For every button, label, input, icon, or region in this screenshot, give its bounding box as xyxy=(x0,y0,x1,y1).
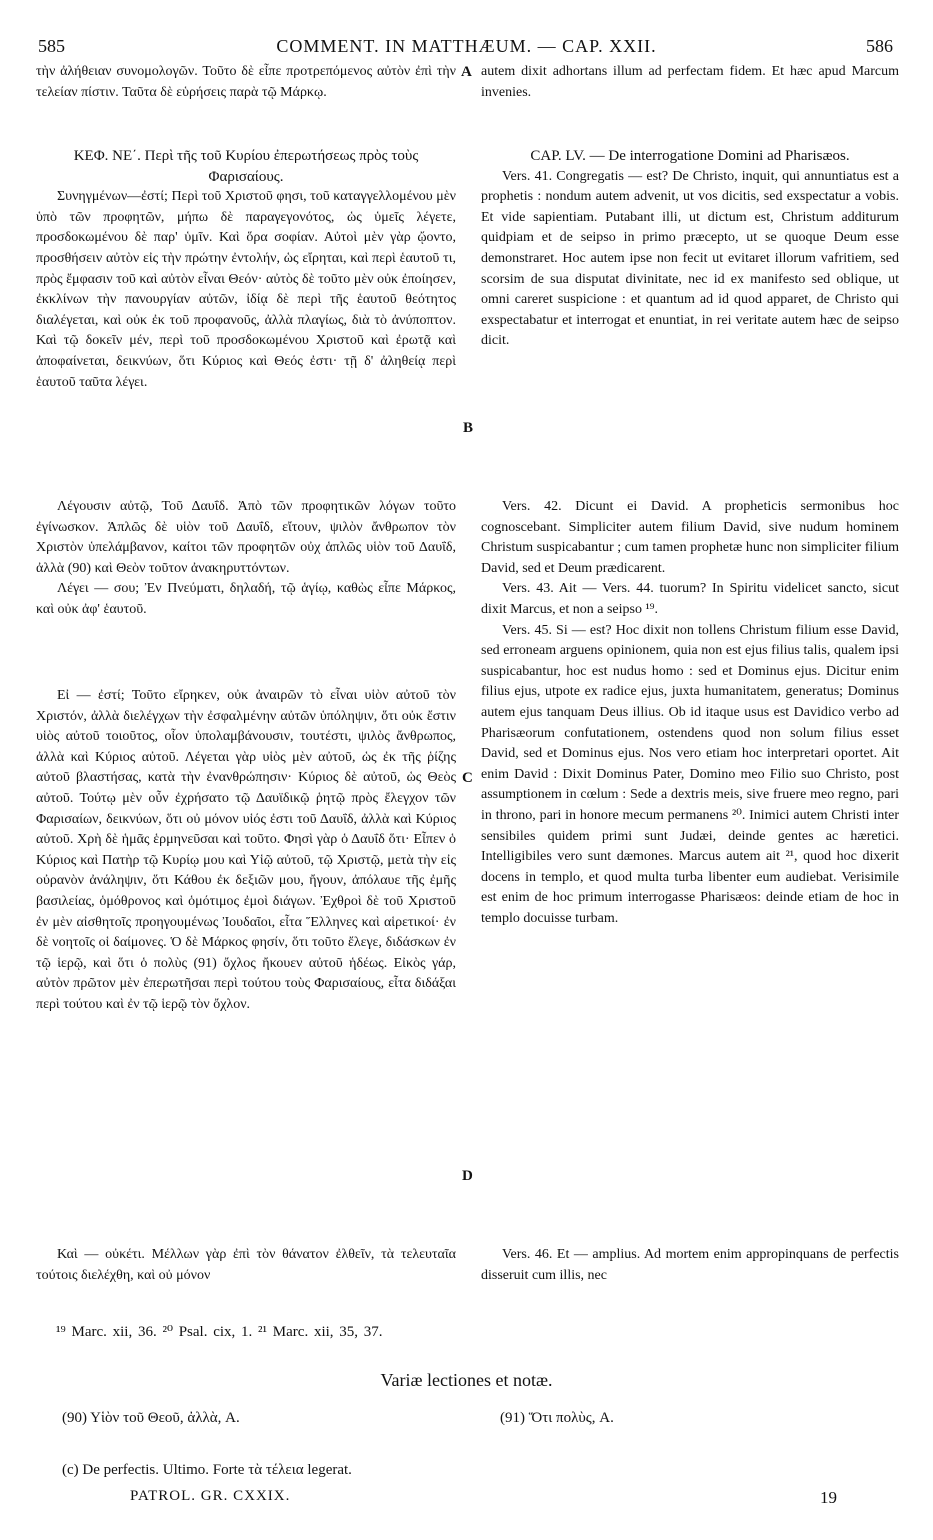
latin-block-1 xyxy=(481,62,899,103)
greek-paragraph-2: Συνηγμένων—ἐστί; Περὶ τοῦ Χριστοῦ φησι, τοῦ καταγγελλομένου μὲν ὑπὸ τῶν προφητῶν, μήπω δὲ παραγεγονότος, ὡς ὑμεῖς λέγετε, προσδοκωμένου δὲ παρ' ὑμῖν. Καὶ ὅρα σοφίαν. Αὐτοὶ μὲν γὰρ ᾤοντο, προσθήσειν αὐτὸν εἰς τὴν πρώτην ἐντολήν, ὡς εἴρηται, καὶ περὶ ἑαυτοῦ τι, πρὸς ἔμφασιν τοῦ καὶ αὐτὸν εἶναι Θεόν· αὐτὸς δὲ τοῦτο μὲν οὐκ ἐποίησεν, ἐκκλίνων τὴν πανουργίαν αὐτῶν, ἰδίᾳ δὲ περὶ τῆς ἑαυτοῦ θεότητος διαλέγεται, καὶ οὐκ ἐκ τοῦ προφανοῦς, ἀλλὰ πλαγίως, διὰ τὸ ἀνύποπτον. Καὶ τῷ δοκεῖν μέν, περὶ τοῦ προσδοκωμένου Χριστοῦ καὶ ἐρωτᾷ καὶ ἀποφαίνεται, δεικνύων, ὅτι Κύριος καὶ Θεός ἐστι· τῇ δ' ἀληθείᾳ περὶ ἑαυτοῦ ταῦτα λέγει. xyxy=(36,189,456,390)
page-number-left: 585 xyxy=(38,36,65,56)
greek-paragraph-5: Εἰ — ἐστί; Τοῦτο εἴρηκεν, οὐκ ἀναιρῶν τὸ εἶναι υἱὸν αὐτοῦ τὸν Χριστόν, ἀλλὰ διελέγχων τὴν ἐσφαλμένην αὐτῶν ὑπόληψιν, ὅτι οὐκ ἔστιν υἱὸς αὐτοῦ τοιοῦτος, οἷον ὑπολαμβάνουσιν, τουτέστι, ψιλὸς ἄνθρωπος, ἀλλὰ καὶ Κύριος αὐτοῦ. Λέγεται γὰρ υἱὸς μὲν αὐτοῦ, ὡς ἐκ τῆς ῥίζης αὐτοῦ βλαστήσας, κατὰ τὴν ἐνανθρώπησιν· Κύριος δὲ αὐτοῦ, ὡς Θεὸς αὐτοῦ. Τούτῳ μὲν οὖν ἐχρήσατο τῷ Δαυϊδικῷ ῥητῷ πρὸς ἔλεγχον τῶν Φαρισαίων, δεικνύων, ὅτι οὐ μόνον υἱός ἐστι τοῦ Δαυΐδ, ἀλλὰ καὶ Κύριος αὐτοῦ. Χρὴ δὲ ἡμᾶς ἑρμηνεῦσαι καὶ τοῦτο. Φησὶ γὰρ ὁ Δαυΐδ ὅτι· Εἶπεν ὁ Κύριος καὶ Πατὴρ τῷ Κυρίῳ μου καὶ Υἱῷ αὐτοῦ, τῷ Χριστῷ, μετὰ τὴν εἰς οὐρανὸν ἀνάληψιν, ὅτι Κάθου ἐκ δεξιῶν μου, ἤγουν, ἀπόλαυε τῆς ἐμῆς βασιλείας, ὁμόθρονος καὶ ὁμότιμος ἐμοὶ διάγων. Ἐχθροὶ δὲ τοῦ Χριστοῦ ἐν μὲν αἰσθητοῖς προηγουμένως Ἰουδαῖοι, εἶτα Ἕλληνες καὶ αἱρετικοί· ἐν δὲ νοητοῖς οἱ δαίμονες. Ὁ δὲ Μάρκος φησίν, ὅτι τοῦτο ἔλεγε, διδάσκων ἐν τῷ ἱερῷ, καὶ ὅτι ὁ πολὺς (91) ὄχλος ἤκουεν αὐτοῦ ἡδέως. Εἰκὸς γάρ, αὐτὸν πρῶτον μὲν ἐπερωτῆσαι περὶ τούτου τοὺς Φαρισαίους, εἶτα διδάξαι περὶ τούτου καὶ ἐν τῷ ἱερῷ τὸν ὄχλον. xyxy=(36,688,456,1012)
variant-90: (90) Υἱὸν τοῦ Θεοῦ, ἀλλὰ, A. xyxy=(62,1410,240,1426)
latin-block-2 xyxy=(481,146,899,352)
editor-note: (c) De perfectis. Ultimo. Forte τὰ τέλεια legerat. xyxy=(62,1462,352,1478)
latin-block-5 xyxy=(481,1245,899,1286)
margin-letter-b: B xyxy=(463,420,474,436)
greek-paragraph-6: Καὶ — οὐκέτι. Μέλλων γὰρ ἐπὶ τὸν θάνατον ἐλθεῖν, τὰ τελευταῖα τούτοις διελέχθη, καὶ οὐ μόνον xyxy=(36,1247,456,1283)
margin-letter-a: A xyxy=(461,64,472,80)
margin-letter-d: D xyxy=(462,1168,473,1184)
footnotes: ¹⁹ Marc. xii, 36. ²⁰ Psal. cix, 1. ²¹ Marc. xii, 35, 37. xyxy=(56,1324,383,1340)
latin-paragraph-2: Vers. 41. Congregatis — est? De Christo, inquit, qui annuntiatus est a prophetis : nondum autem advenit, ut vos dicitis, sed exspectatur a vobis. Et vide sapientiam. Putabant illi, ut dictum est, Christum additurum quidpiam et de seipso in primo præcepto, ut se quoque Deum esse demonstraret. Hoc autem ipse non fecit ut evitaret illorum vafritiem, sed scorsim de sua disputat divinitate, nec id ex manifesto sed oblique, ut omni careret suspicione : et quantum ad id quod apparet, de Christo qui exspectabatur et interrogat et enuntiat, in rei veritate autem hæc de seipso dicit. xyxy=(481,168,899,349)
latin-chapter-heading: CAP. LV. — De interrogatione Domini ad Pharisæos. xyxy=(530,148,850,164)
greek-paragraph-1: τὴν ἀλήθειαν συνομολογῶν. Τοῦτο δὲ εἶπε προτρεπόμενος αὐτὸν ἐπὶ τὴν τελείαν πίστιν. Ταῦτα δὲ εὑρήσεις παρὰ τῷ Μάρκῳ. xyxy=(36,64,456,100)
latin-paragraph-1: autem dixit adhortans illum ad perfectam fidem. Et hæc apud Marcum invenies. xyxy=(481,64,899,100)
margin-letter-c: C xyxy=(462,770,473,786)
latin-paragraph-4: Vers. 43. Ait — Vers. 44. tuorum? In Spiritu videlicet sancto, sicut dixit Marcus, et non a seipso ¹⁹. xyxy=(481,581,899,617)
signature-number: 19 xyxy=(820,1488,837,1507)
greek-chapter-heading: ΚΕΦ. ΝΕ΄. Περὶ τῆς τοῦ Κυρίου ἐπερωτήσεως πρὸς τοὺς Φαρισαίους. xyxy=(73,148,419,185)
greek-block-3 xyxy=(36,497,456,621)
latin-paragraph-5: Vers. 45. Si — est? Hoc dixit non tollens Christum filium esse David, sed erroneam arguens opinionem, quia non est ejus filius talis, qualem ipsi suspicabantur, hoc est nudus homo : sed et Dominus ejus. Dicitur enim filius ejus, utpote ex radice ejus, juxta humanitatem, generatus; Dominus autem ejus tanquam Deus illius. Ob id itaque usus est Davidico verbo ad Pharisæorum confutationem, ostendens quod non solum filius esset David, sed et Dominus ejus. Nos vero etiam hoc interpretari oportet. Ait enim David : Dixit Dominus Pater, Domino meo Filio suo Christo, post assumptionem in cœlum : Sede a dextris meis, sive fruere meo regno, pari in throno, pari in honore mecum permanens ²⁰. Inimici autem Christi inter sensibiles quidem primi sunt Judæi, deinde gentes ac hæretici. Intelligibiles vero sunt dæmones. Marcus autem ait ²¹, quod hoc dixerit docens in templo, et quod multa turba libenter eum audiebat. Verisimile est enim de hoc primum interrogasse Pharisæos: deinde etiam de hoc in templo docuisse turbam. xyxy=(481,622,899,926)
greek-paragraph-4: Λέγει — σου; Ἐν Πνεύματι, δηλαδή, τῷ ἁγίῳ, καθὼς εἶπε Μάρκος, καὶ οὐκ ἀφ' ἑαυτοῦ. xyxy=(36,581,456,617)
greek-block-2 xyxy=(36,146,456,393)
patrol-volume: PATROL. GR. CXXIX. xyxy=(130,1488,291,1504)
greek-block-1 xyxy=(36,62,456,103)
variae-title: Variæ lectiones et notæ. xyxy=(380,1370,553,1390)
latin-paragraph-6: Vers. 46. Et — amplius. Ad mortem enim appropinquans de perfectis disseruit cum illis, nec xyxy=(481,1247,899,1283)
header-title: COMMENT. IN MATTHÆUM. — CAP. XXII. xyxy=(276,36,657,56)
variant-91: (91) Ὅτι πολὺς, A. xyxy=(500,1410,614,1426)
greek-block-4 xyxy=(36,686,456,1016)
latin-paragraph-3: Vers. 42. Dicunt ei David. A propheticis sermonibus hoc cognoscebant. Simpliciter autem filium David, sive nudum hominem Christum suspicabantur ; cum tamen prophetæ hunc non simpliciter filium David, sed et Deum prædicarent. xyxy=(481,499,899,576)
greek-block-5 xyxy=(36,1245,456,1286)
greek-paragraph-3: Λέγουσιν αὐτῷ, Τοῦ Δαυΐδ. Ἀπὸ τῶν προφητικῶν λόγων τοῦτο ἐγίνωσκον. Ἁπλῶς δὲ υἱὸν τοῦ Δαυΐδ, εἴτουν, ψιλὸν ἄνθρωπον τὸν Χριστὸν ὑπελάμβανον, καίτοι τῶν προφητῶν οὐχ ἁπλῶς υἱὸν τοῦ Δαυΐδ, ἀλλὰ (90) καὶ Θεὸν τοῦτον ἀνακηρυττόντων. xyxy=(36,499,456,576)
page-number-right: 586 xyxy=(866,36,893,56)
latin-block-3 xyxy=(481,497,899,929)
running-header xyxy=(0,30,933,60)
